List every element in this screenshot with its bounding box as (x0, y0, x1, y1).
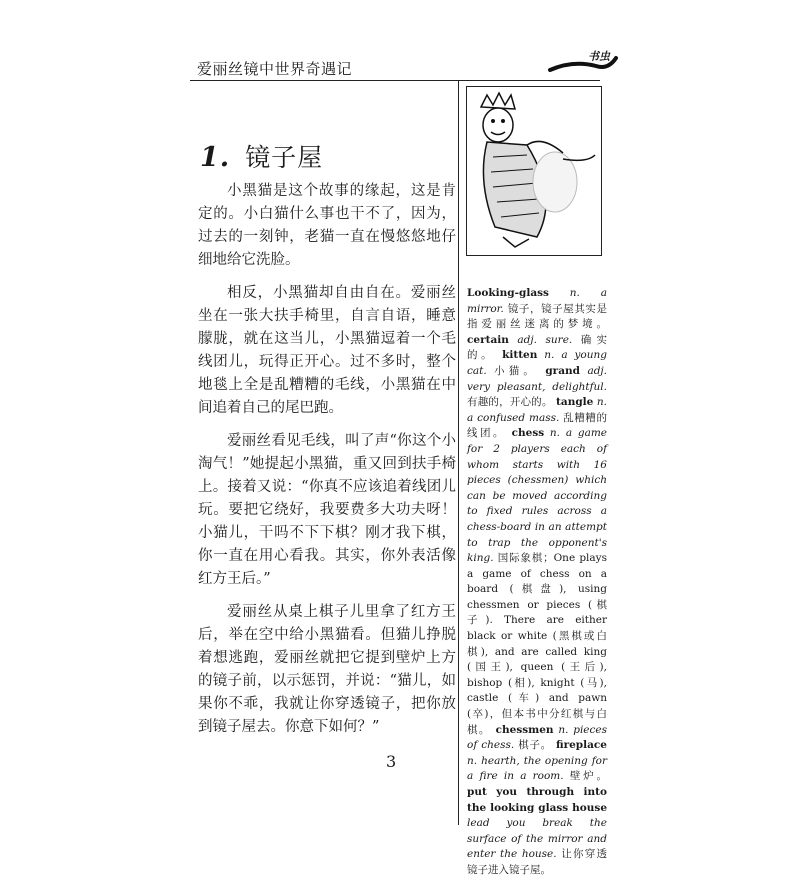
glossary-pos: n. (467, 754, 478, 767)
glossary-pos: n. (549, 427, 561, 440)
chapter-heading (200, 138, 323, 174)
glossary-term: tangle (556, 396, 594, 409)
glossary-translation: 确实的。 (467, 333, 607, 362)
story-paragraph: 爱丽丝从桌上棋子儿里拿了红方王后，举在空中给小黑猫看。但猫儿挣脱着想逃跑，爱丽丝就把它提到壁炉上方的镜子前，以示惩罚，并说：“猫儿，如果你不乖，我就让你穿透镜子，把你放到镜子屋去。你意下如何？” (198, 604, 456, 735)
glossary-term: put you through into the looking glass house (467, 786, 607, 814)
glossary-term: chessmen (495, 723, 554, 736)
glossary-definition: a young cat. (467, 349, 607, 377)
glossary-pos: adj. (517, 333, 537, 346)
glossary-definition: lead you break the surface of the mirror and enter the house. (467, 817, 607, 861)
glossary-term: certain (467, 333, 509, 346)
story-paragraph: 小黑猫是这个故事的缘起，这是肯定的。小白猫什么事也干不了，因为，过去的一刻钟，老猫一直在慢悠悠地仔细地给它洗脸。 (198, 183, 456, 268)
glossary-definition: sure. (545, 333, 573, 346)
glossary-definition: pieces of chess. (467, 723, 607, 752)
story-paragraph: 相反，小黑猫却自由自在。爱丽丝坐在一张大扶手椅里，自言自语，睡意朦胧，就在这当儿，小黑猫逗着一个毛线团儿，玩得正开心。过不多时，整个地毯上全是乱糟糟的毛线，小黑猫在中间追着自己的尾巴跑。 (198, 285, 456, 416)
glossary-term: grand (545, 364, 580, 377)
story-body (198, 180, 456, 749)
glossary-pos: n. (558, 723, 569, 736)
glossary-entry (467, 427, 607, 735)
glossary-pos: n. (569, 287, 580, 299)
chapter-title-text: 镜子屋 (245, 143, 324, 172)
header-rule (190, 80, 600, 81)
glossary-definition: a mirror. (467, 287, 608, 315)
glossary-pos: adj. (587, 364, 608, 377)
glossary-term: kitten (502, 349, 538, 362)
series-logo-text: 书虫 (588, 50, 610, 63)
column-divider (458, 80, 459, 825)
glossary-entry (467, 287, 607, 330)
glossary-term: Looking-glass (467, 287, 549, 299)
glossary-term: fireplace (555, 739, 607, 752)
chess-king-icon (467, 87, 600, 254)
glossary-translation: 镜子，镜子屋其实是指爱丽丝迷离的梦境。 (467, 302, 608, 331)
glossary-translation: 乱糟糟的线团。 (467, 411, 607, 440)
glossary-definition: a game for 2 players each of whom starts with 16 pieces (chessmen) which can be moved according to fixed rules across a chess-board in an attempt to trap the opponent's king. (467, 427, 608, 565)
glossary-translation: 国际象棋；One plays a game of chess on a board (棋盘), using chessmen or pieces (棋子). There are either black or white (黑棋或白棋), and are called king (国王), queen (王后), bishop (相), knight (马), castle (车) and pawn (卒)，但本书中分红棋与白棋。 (467, 552, 607, 736)
chapter-number: 1. (200, 142, 231, 173)
glossary-definition: very pleasant, delightful. (467, 380, 607, 393)
chess-king-illustration (466, 86, 602, 256)
glossary-translation: 让你穿透镜子进入镜子屋。 (467, 848, 607, 876)
glossary-translation: 棋子。 (518, 739, 552, 752)
glossary-translation: 小猫。 (494, 364, 538, 377)
glossary-term: chess (511, 427, 545, 440)
series-logo (548, 46, 618, 76)
running-header-title: 爱丽丝镜中世界奇遇记 (197, 60, 353, 78)
glossary-definition: hearth, the opening for a fire in a room. (467, 754, 608, 783)
glossary-definition: a confused mass. (467, 411, 560, 424)
glossary-pos: n. (596, 396, 607, 409)
vocabulary-notes (467, 286, 607, 879)
glossary-translation: 壁炉。 (569, 770, 608, 783)
page-number: 3 (386, 752, 397, 771)
glossary-pos: n. (544, 349, 555, 362)
glossary-entry (467, 786, 607, 876)
story-paragraph: 爱丽丝看见毛线，叫了声“你这个小淘气！”她提起小黑猫，重又回到扶手椅上。接着又说：“你真不应该追着线团儿玩。要把它绕好，我要费多大功夫呀！小猫儿，干吗不下下棋？刚才我下棋，你一直在用心看我。其实，你外表活像红方王后。” (198, 433, 456, 587)
glossary-translation: 有趣的，开心的。 (467, 396, 553, 409)
